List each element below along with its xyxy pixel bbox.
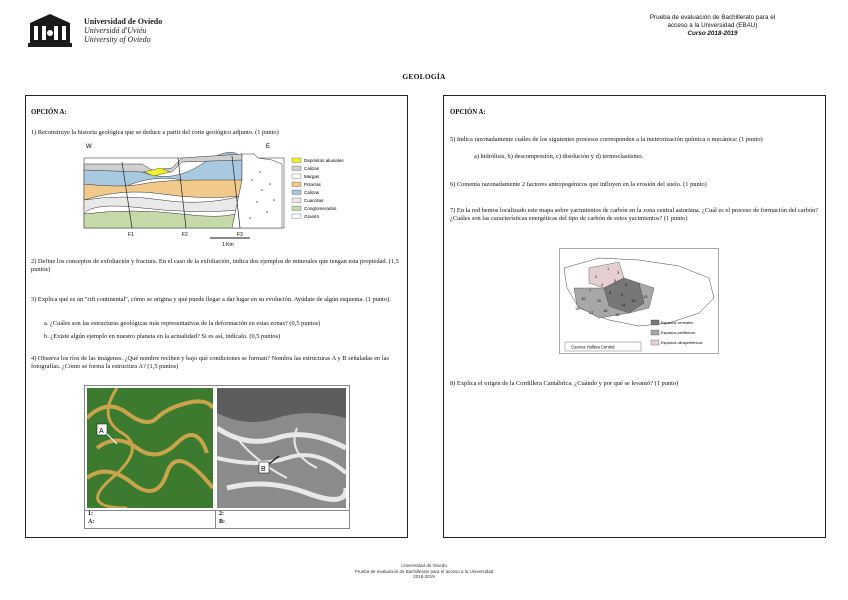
section-e-label: E <box>266 144 271 150</box>
question-2: 2) Define los conceptos de exfoliación y fractura. En el caso de la exfoliación, indica dos ejemplos de minerales que tengan esta propiedad. (1,5 puntos) <box>31 258 399 273</box>
map-num-2: 2 <box>595 274 598 279</box>
question-6: 6) Comenta razonadamente 2 factores antropogénicos que influyen en la erosión del suelo. (1 punto) <box>450 181 707 188</box>
map-num-8: 8 <box>609 290 612 295</box>
question-5: 5) Indica razonadamente cuáles de los siguientes procesos corresponden a la meteorización química o mecánica: (1 punto) <box>450 136 763 143</box>
coal-basin-map <box>559 248 719 354</box>
map-legend-periferico: Espacios periféricos <box>661 331 695 335</box>
left-option-title: OPCIÓN A: <box>31 109 67 116</box>
exam-line1: Prueba de evaluación de Bachillerato para el <box>649 14 776 21</box>
legend-label-7: Conglomerados <box>304 206 337 211</box>
map-num-9: 9 <box>621 292 624 297</box>
caption-2-letter: B: <box>219 519 225 525</box>
university-crest-icon <box>25 13 75 51</box>
map-num-17: 17 <box>589 310 594 315</box>
photo-meandering-river <box>87 388 213 508</box>
section-legend <box>292 158 344 219</box>
question-5a: a) hidrólisis, b) descompresión, c) disolución y d) termoclastismo. <box>474 153 644 160</box>
photo-braided-river <box>217 388 346 508</box>
legend-label-4: Pizarras <box>304 182 321 187</box>
legend-swatch-1 <box>292 158 301 163</box>
legend-swatch-2 <box>292 166 301 171</box>
legend-swatch-5 <box>292 190 301 195</box>
university-name-ast: Universidá d'Uviéu <box>84 26 147 35</box>
map-legend-ultraperiferico: Espacios ultraperiféricos <box>661 341 703 345</box>
university-name <box>84 17 162 44</box>
legend-label-8: Granito <box>304 214 320 219</box>
footer-line2: Prueba de evaluación de Bachillerato para el acceso a la Universidad <box>354 568 494 574</box>
exam-course: Curso 2018-2019 <box>687 30 738 37</box>
fault-label-2: F2 <box>182 232 188 238</box>
map-num-15: 15 <box>575 306 580 311</box>
fault-label-3: F3 <box>237 232 243 238</box>
question-8: 8) Explica el origen de la Cordillera Cantábrica. ¿Cuándo y por qué se levantó? (1 punto) <box>450 380 679 387</box>
question-1: 1) Reconstruye la historia geológica que se deduce a partir del corte geológico adjunto. (1 punto) <box>31 129 279 136</box>
photo-divider-v <box>215 510 216 528</box>
legend-swatch-3 <box>292 174 301 179</box>
caption-2-number: 2: <box>219 511 224 517</box>
map-num-12: 12 <box>631 298 636 303</box>
map-num-7: 7 <box>589 288 592 293</box>
map-num-14: 14 <box>621 302 626 307</box>
page-footer <box>0 563 848 580</box>
map-num-16: 16 <box>603 308 608 313</box>
question-3: 3) Explica qué es un "rift continental", cómo se origina y qué puede llegar a dar lugar en su evolución. Ayúdate de algún esquema. (1 punto). <box>31 296 391 303</box>
photo-divider-h <box>85 510 349 511</box>
legend-swatch-4 <box>292 182 301 187</box>
footer-line1: Universidad de Oviedo <box>401 563 447 568</box>
map-caption: Cuenca Hullera Central <box>571 344 615 350</box>
university-name-es: Universidad de Oviedo <box>84 17 163 26</box>
question-4: 4) Observa los ríos de las imágenes. ¿Qué nombre reciben y bajo qué condiciones se forman? Nombra las estructuras A y B señaladas en las fotografías. ¿Cómo se forma la estructura A? (1,5 puntos) <box>31 355 389 370</box>
legend-label-6: Cuarcitas <box>304 198 324 203</box>
caption-1-number: 1: <box>88 511 93 517</box>
footer-line3: 2018-2019 <box>413 574 435 579</box>
map-num-18: 18 <box>615 312 620 317</box>
fault-label-1: F1 <box>128 232 134 238</box>
map-legend-central: Espacios centrales <box>661 321 693 325</box>
map-num-10: 10 <box>581 296 586 301</box>
page-title: GEOLOGÍA <box>402 72 446 81</box>
legend-label-1: Depósitos aluviales <box>304 158 344 163</box>
question-3b: b. ¿Existe algún ejemplo en nuestro planeta en la actualidad? Si es así, indícalo. (0,5 puntos) <box>44 333 281 340</box>
legend-label-3: Margas <box>304 174 320 179</box>
map-num-1: 1 <box>607 266 610 271</box>
map-num-3: 3 <box>617 270 620 275</box>
section-w-label: W <box>86 144 92 150</box>
exam-header <box>625 14 800 38</box>
geologic-cross-section <box>82 140 372 250</box>
question-7: 7) En la red hemos localizado este mapa sobre yacimientos de carbón en la zona central asturiana. ¿Cuál es el proceso de formación del carbón? ¿Cuáles son las características energéticas del tipo de carbón de estos yacimientos? (1 punto) <box>450 207 819 222</box>
right-option-title: OPCIÓN A: <box>450 109 486 116</box>
map-num-13: 13 <box>643 294 648 299</box>
legend-swatch-6 <box>292 198 301 203</box>
map-num-5: 5 <box>614 278 617 283</box>
legend-swatch-7 <box>292 206 301 211</box>
photo-a-label: A <box>99 428 104 435</box>
photo-b-label: B <box>261 466 266 473</box>
legend-label-5: Calizas <box>304 190 320 195</box>
map-num-6: 6 <box>625 282 628 287</box>
legend-swatch-8 <box>292 214 301 219</box>
map-num-11: 11 <box>597 298 602 303</box>
cross-section-figure <box>82 140 372 250</box>
river-photos <box>84 385 350 529</box>
legend-label-2: Calizas <box>304 166 320 171</box>
exam-line2: acceso a la Universidad (EBAU) <box>667 22 758 29</box>
map-num-4: 4 <box>601 282 604 287</box>
scale-label: 1 Km <box>222 242 234 248</box>
caption-1-letter: A: <box>88 519 95 525</box>
university-name-en: University of Oviedo <box>84 35 151 44</box>
university-logo <box>25 13 75 51</box>
question-3a: a. ¿Cuáles son las estructuras geológicas más representativas de la deformación en estas zonas? (0,5 puntos) <box>44 320 321 327</box>
